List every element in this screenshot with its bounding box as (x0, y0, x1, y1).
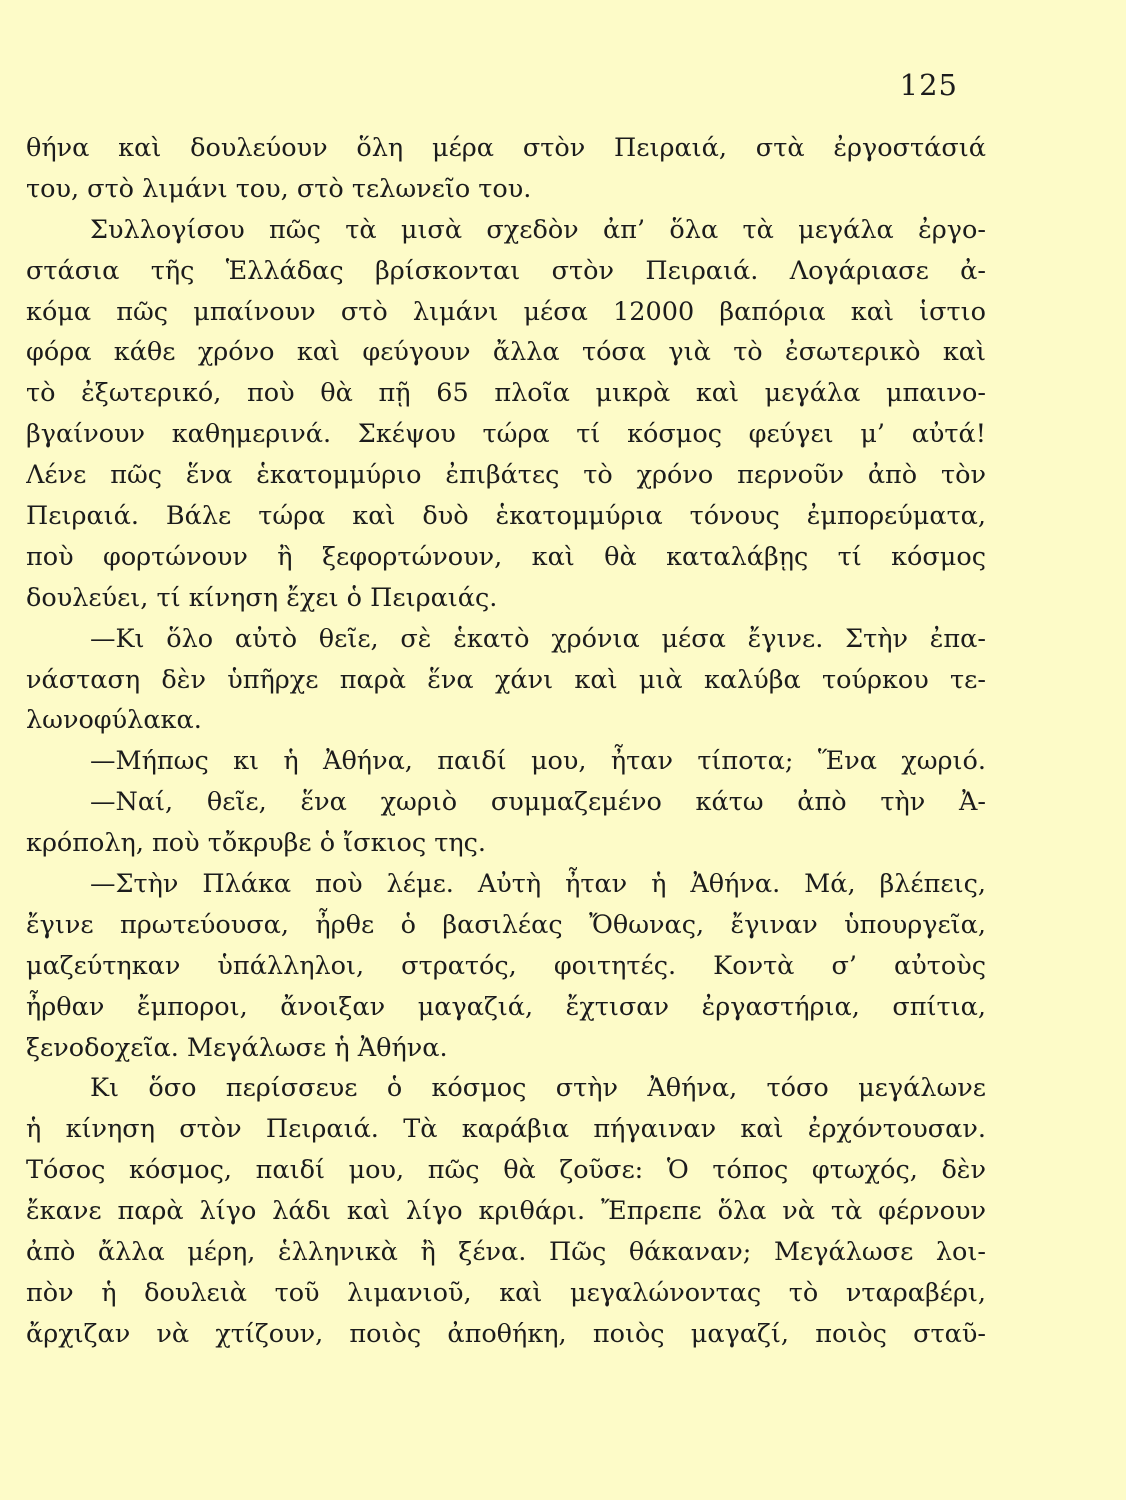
text-line: Τόσος κόσμος, παιδί μου, πῶς θὰ ζοῦσε: Ὁ τόπος φτωχός, δὲν (26, 1155, 986, 1186)
text-line: τὸ ἐξωτερικό, ποὺ θὰ πῇ 65 πλοῖα μικρὰ καὶ μεγάλα μπαινο- (26, 378, 986, 409)
text-line: Λένε πῶς ἕνα ἑκατομμύριο ἐπιβάτες τὸ χρόνο περνοῦν ἀπὸ τὸν (26, 460, 986, 491)
text-line: ἄρχιζαν νὰ χτίζουν, ποιὸς ἀποθήκη, ποιὸς μαγαζί, ποιὸς σταῦ- (26, 1318, 986, 1349)
text-line: του, στὸ λιμάνι του, στὸ τελωνεῖο του. (26, 173, 532, 204)
text-line: δουλεύει, τί κίνηση ἔχει ὁ Πειραιάς. (26, 582, 498, 613)
text-line: λωνοφύλακα. (26, 705, 202, 736)
page-number: 125 (899, 68, 958, 102)
text-line: ἀπὸ ἄλλα μέρη, ἑλληνικὰ ἢ ξένα. Πῶς θάκαναν; Μεγάλωσε λοι- (26, 1237, 986, 1268)
text-line: —Κι ὅλο αὐτὸ θεῖε, σὲ ἑκατὸ χρόνια μέσα ἔγινε. Στὴν ἐπα- (90, 623, 986, 654)
text-line: νάσταση δὲν ὑπῆρχε παρὰ ἕνα χάνι καὶ μιὰ καλύβα τούρκου τε- (26, 664, 986, 695)
text-line: μαζεύτηκαν ὑπάλληλοι, στρατός, φοιτητές. Κοντὰ σ’ αὐτοὺς (26, 950, 986, 981)
text-line: Κι ὅσο περίσσευε ὁ κόσμος στὴν Ἀθήνα, τόσο μεγάλωνε (90, 1073, 986, 1104)
text-line: ἡ κίνηση στὸν Πειραιά. Τὰ καράβια πήγαιναν καὶ ἐρχόντουσαν. (26, 1114, 986, 1145)
text-line: φόρα κάθε χρόνο καὶ φεύγουν ἄλλα τόσα γιὰ τὸ ἐσωτερικὸ καὶ (26, 337, 986, 368)
text-line: ἔκανε παρὰ λίγο λάδι καὶ λίγο κριθάρι. Ἔπρεπε ὅλα νὰ τὰ φέρνουν (26, 1196, 986, 1227)
text-line: βγαίνουν καθημερινά. Σκέψου τώρα τί κόσμος φεύγει μ’ αὐτά! (26, 419, 986, 450)
text-line: —Ναί, θεῖε, ἕνα χωριὸ συμμαζεμένο κάτω ἀπὸ τὴν Ἀ- (90, 787, 986, 818)
text-line: κόμα πῶς μπαίνουν στὸ λιμάνι μέσα 12000 βαπόρια καὶ ἱστιο (26, 296, 986, 327)
text-line: θήνα καὶ δουλεύουν ὅλη μέρα στὸν Πειραιά, στὰ ἐργοστάσιά (26, 133, 986, 163)
text-line: ἦρθαν ἔμποροι, ἄνοιξαν μαγαζιά, ἔχτισαν ἐργαστήρια, σπίτια, (26, 991, 986, 1022)
text-line: ποὺ φορτώνουν ἢ ξεφορτώνουν, καὶ θὰ καταλάβῃς τί κόσμος (26, 541, 986, 572)
text-line: στάσια τῆς Ἑλλάδας βρίσκονται στὸν Πειραιά. Λογάριασε ἀ- (26, 255, 986, 286)
text-line: ἔγινε πρωτεύουσα, ἦρθε ὁ βασιλέας Ὄθωνας, ἔγιναν ὑπουργεῖα, (26, 909, 986, 940)
body-text (26, 128, 986, 1355)
text-line: ξενοδοχεῖα. Μεγάλωσε ἡ Ἀθήνα. (26, 1032, 448, 1063)
text-line: —Στὴν Πλάκα ποὺ λέμε. Αὐτὴ ἦταν ἡ Ἀθήνα. Μά, βλέπεις, (90, 869, 986, 900)
text-line: πὸν ἡ δουλειὰ τοῦ λιμανιοῦ, καὶ μεγαλώνοντας τὸ νταραβέρι, (26, 1277, 986, 1308)
text-line: Συλλογίσου πῶς τὰ μισὰ σχεδὸν ἀπ’ ὅλα τὰ μεγάλα ἐργο- (90, 214, 986, 245)
text-line: —Μήπως κι ἡ Ἀθήνα, παιδί μου, ἦταν τίποτα; Ἕνα χωριό. (90, 746, 986, 777)
text-line: κρόπολη, ποὺ τὄκρυβε ὁ ἴσκιος της. (26, 828, 487, 859)
text-line: Πειραιά. Βάλε τώρα καὶ δυὸ ἑκατομμύρια τόνους ἐμπορεύματα, (26, 501, 986, 532)
